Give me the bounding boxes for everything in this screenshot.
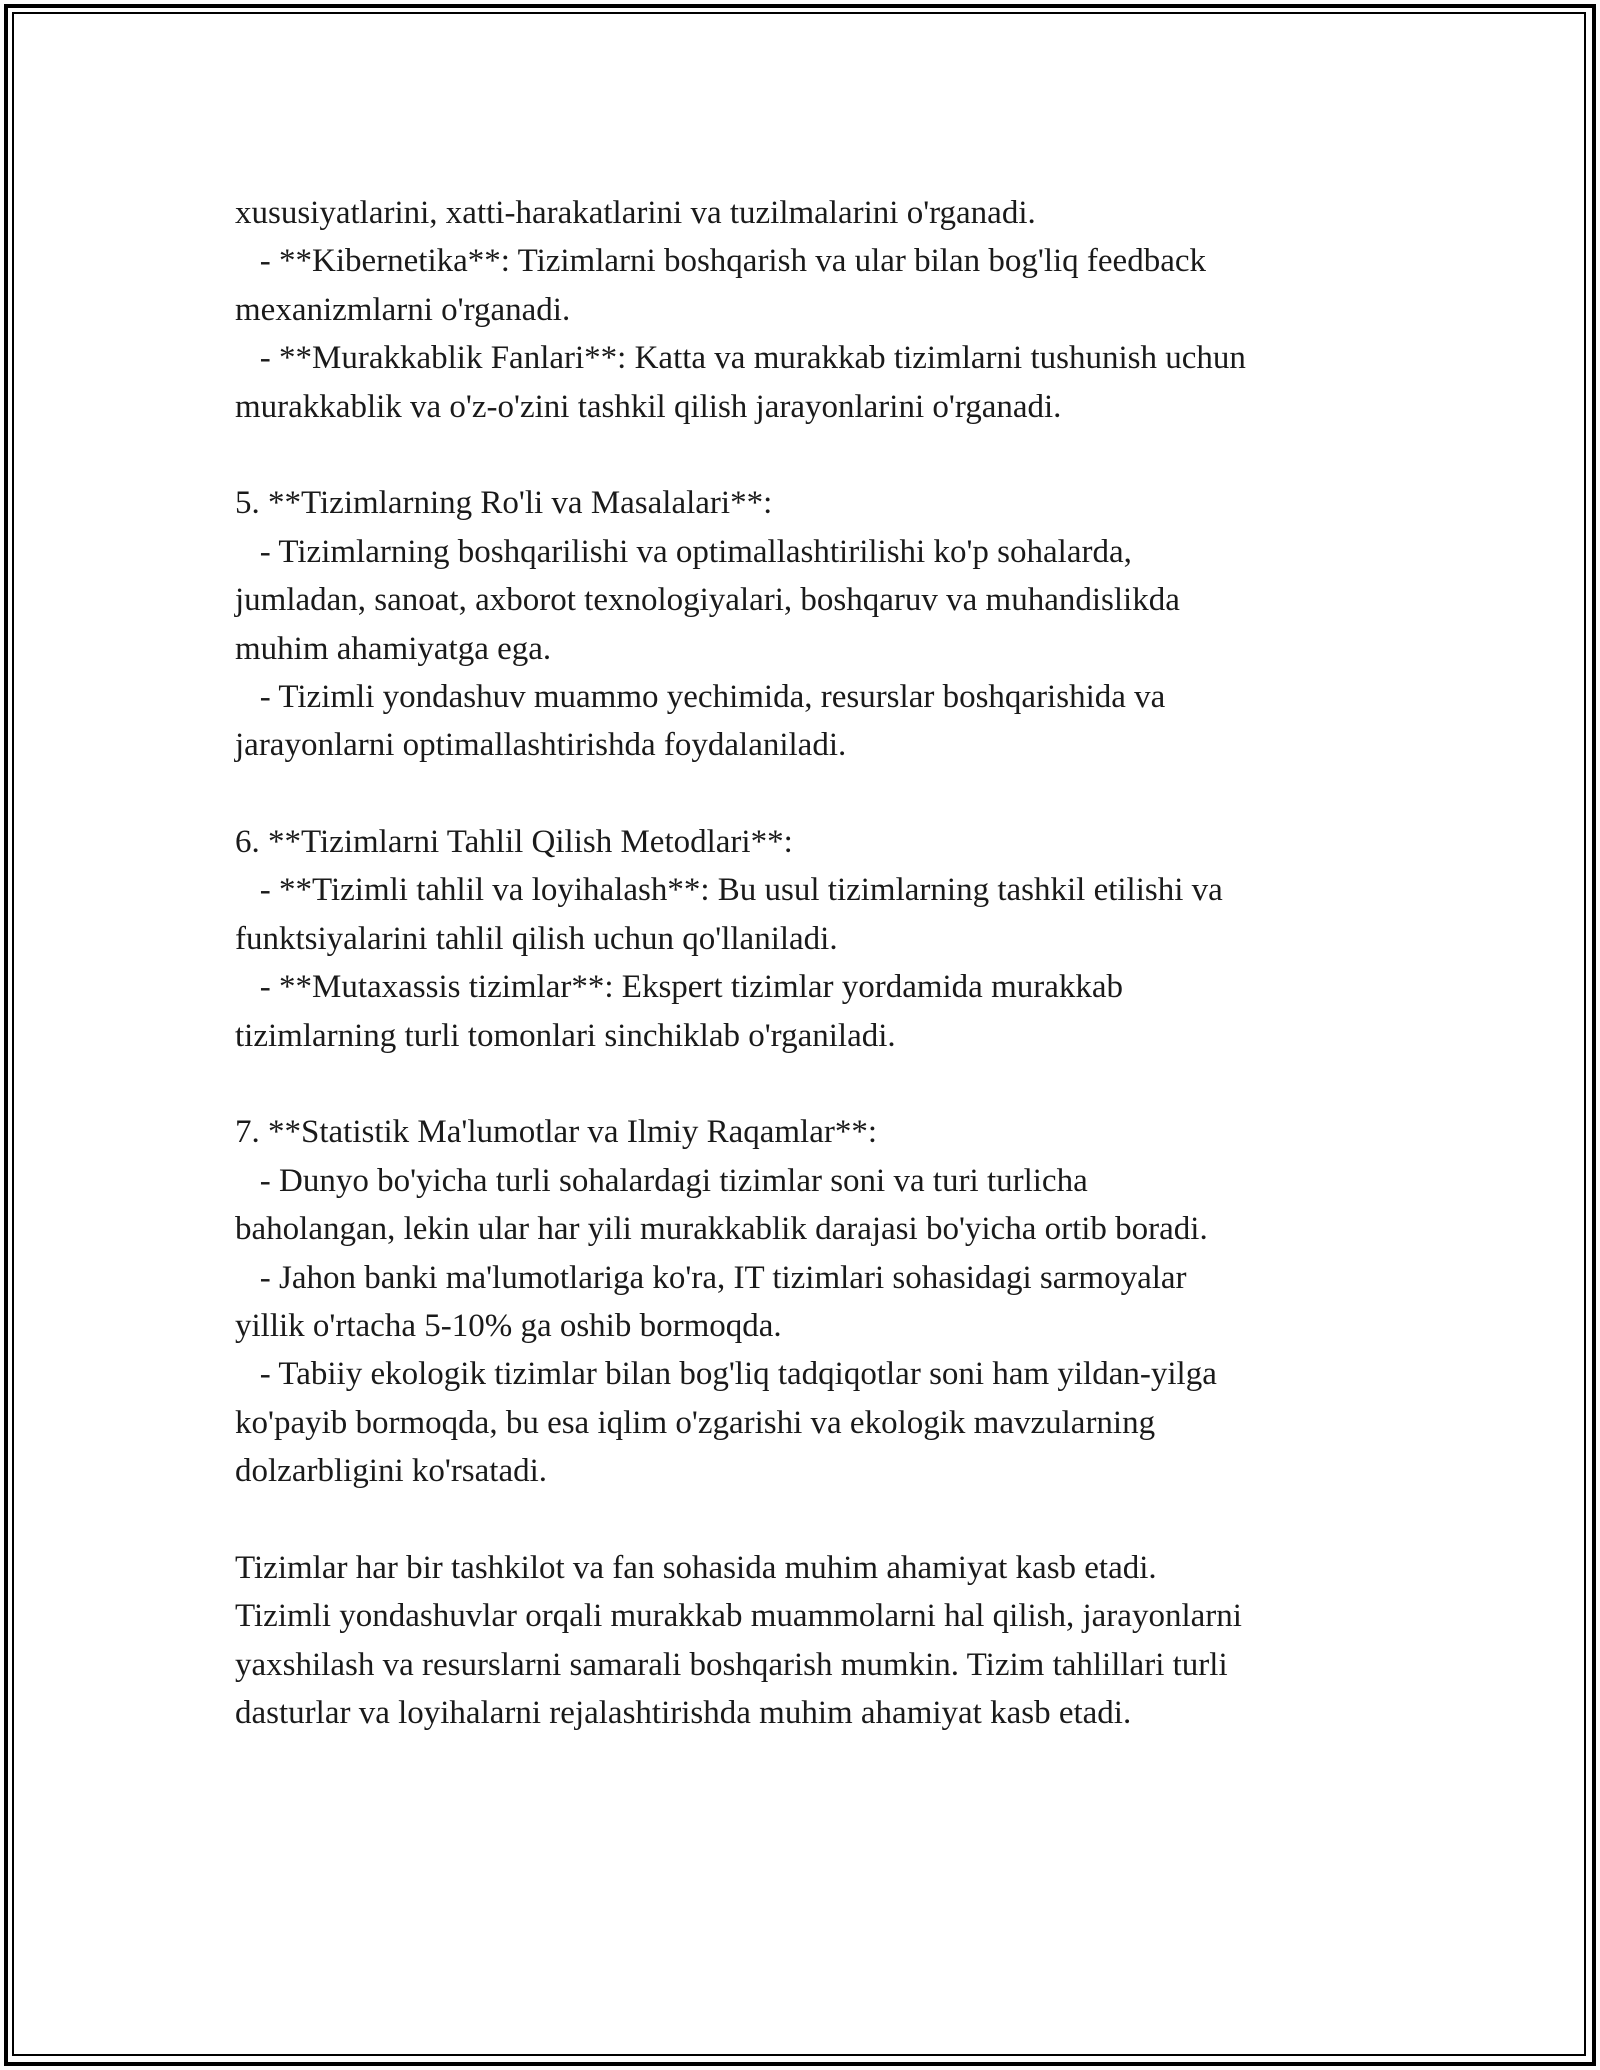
text-line: tizimlarning turli tomonlari sinchiklab o'rganiladi.: [235, 1017, 896, 1054]
text-line: - **Mutaxassis tizimlar**: Ekspert tizimlar yordamida murakkab: [235, 969, 1124, 1006]
text-line: - **Murakkablik Fanlari**: Katta va murakkab tizimlarni tushunish uchun: [235, 340, 1246, 377]
text-line: - Dunyo bo'yicha turli sohalardagi tizimlar soni va turi turlicha: [235, 1162, 1088, 1199]
text-line: jarayonlarni optimallashtirishda foydalaniladi.: [235, 727, 847, 764]
text-line: 7. **Statistik Ma'lumotlar va Ilmiy Raqamlar**:: [235, 1114, 878, 1151]
text-line: dolzarbligini ko'rsatadi.: [235, 1453, 548, 1490]
text-line: - Tabiiy ekologik tizimlar bilan bog'liq tadqiqotlar soni ham yildan-yilga: [235, 1356, 1217, 1393]
document-body: [235, 189, 1415, 1738]
text-line: Tizimli yondashuvlar orqali murakkab muammolarni hal qilish, jarayonlarni: [235, 1598, 1242, 1635]
text-line: murakkablik va o'z-o'zini tashkil qilish jarayonlarini o'rganadi.: [235, 388, 1062, 425]
blank-line: [235, 431, 1415, 479]
text-line: yillik o'rtacha 5-10% ga oshib bormoqda.: [235, 1307, 782, 1344]
text-line: mexanizmlarni o'rganadi.: [235, 291, 571, 328]
text-line: yaxshilash va resurslarni samarali boshqarish mumkin. Tizim tahlillari turli: [235, 1646, 1228, 1683]
blank-line: [235, 1496, 1415, 1544]
text-line: Tizimlar har bir tashkilot va fan sohasida muhim ahamiyat kasb etadi.: [235, 1549, 1157, 1586]
text-line: baholangan, lekin ular har yili murakkablik darajasi bo'yicha ortib boradi.: [235, 1211, 1208, 1248]
text-line: muhim ahamiyatga ega.: [235, 630, 552, 667]
blank-line: [235, 770, 1415, 818]
text-line: - Tizimli yondashuv muammo yechimida, resurslar boshqarishida va: [235, 678, 1166, 715]
text-line: - **Kibernetika**: Tizimlarni boshqarish va ular bilan bog'liq feedback: [235, 243, 1206, 280]
text-line: - Jahon banki ma'lumotlariga ko'ra, IT tizimlari sohasidagi sarmoyalar: [235, 1259, 1187, 1296]
text-line: ko'payib bormoqda, bu esa iqlim o'zgarishi va ekologik mavzularning: [235, 1404, 1156, 1441]
text-line: - Tizimlarning boshqarilishi va optimallashtirilishi ko'p sohalarda,: [235, 533, 1132, 570]
text-line: dasturlar va loyihalarni rejalashtirishda muhim ahamiyat kasb etadi.: [235, 1695, 1132, 1732]
text-line: funktsiyalarini tahlil qilish uchun qo'llaniladi.: [235, 920, 838, 957]
text-line: 5. **Tizimlarning Ro'li va Masalalari**:: [235, 485, 773, 522]
text-line: - **Tizimli tahlil va loyihalash**: Bu usul tizimlarning tashkil etilishi va: [235, 872, 1223, 909]
text-line: 6. **Tizimlarni Tahlil Qilish Metodlari**:: [235, 824, 793, 861]
text-line: jumladan, sanoat, axborot texnologiyalari, boshqaruv va muhandislikda: [235, 582, 1180, 619]
blank-line: [235, 1060, 1415, 1108]
text-line: xususiyatlarini, xatti-harakatlarini va tuzilmalarini o'rganadi.: [235, 195, 1036, 231]
